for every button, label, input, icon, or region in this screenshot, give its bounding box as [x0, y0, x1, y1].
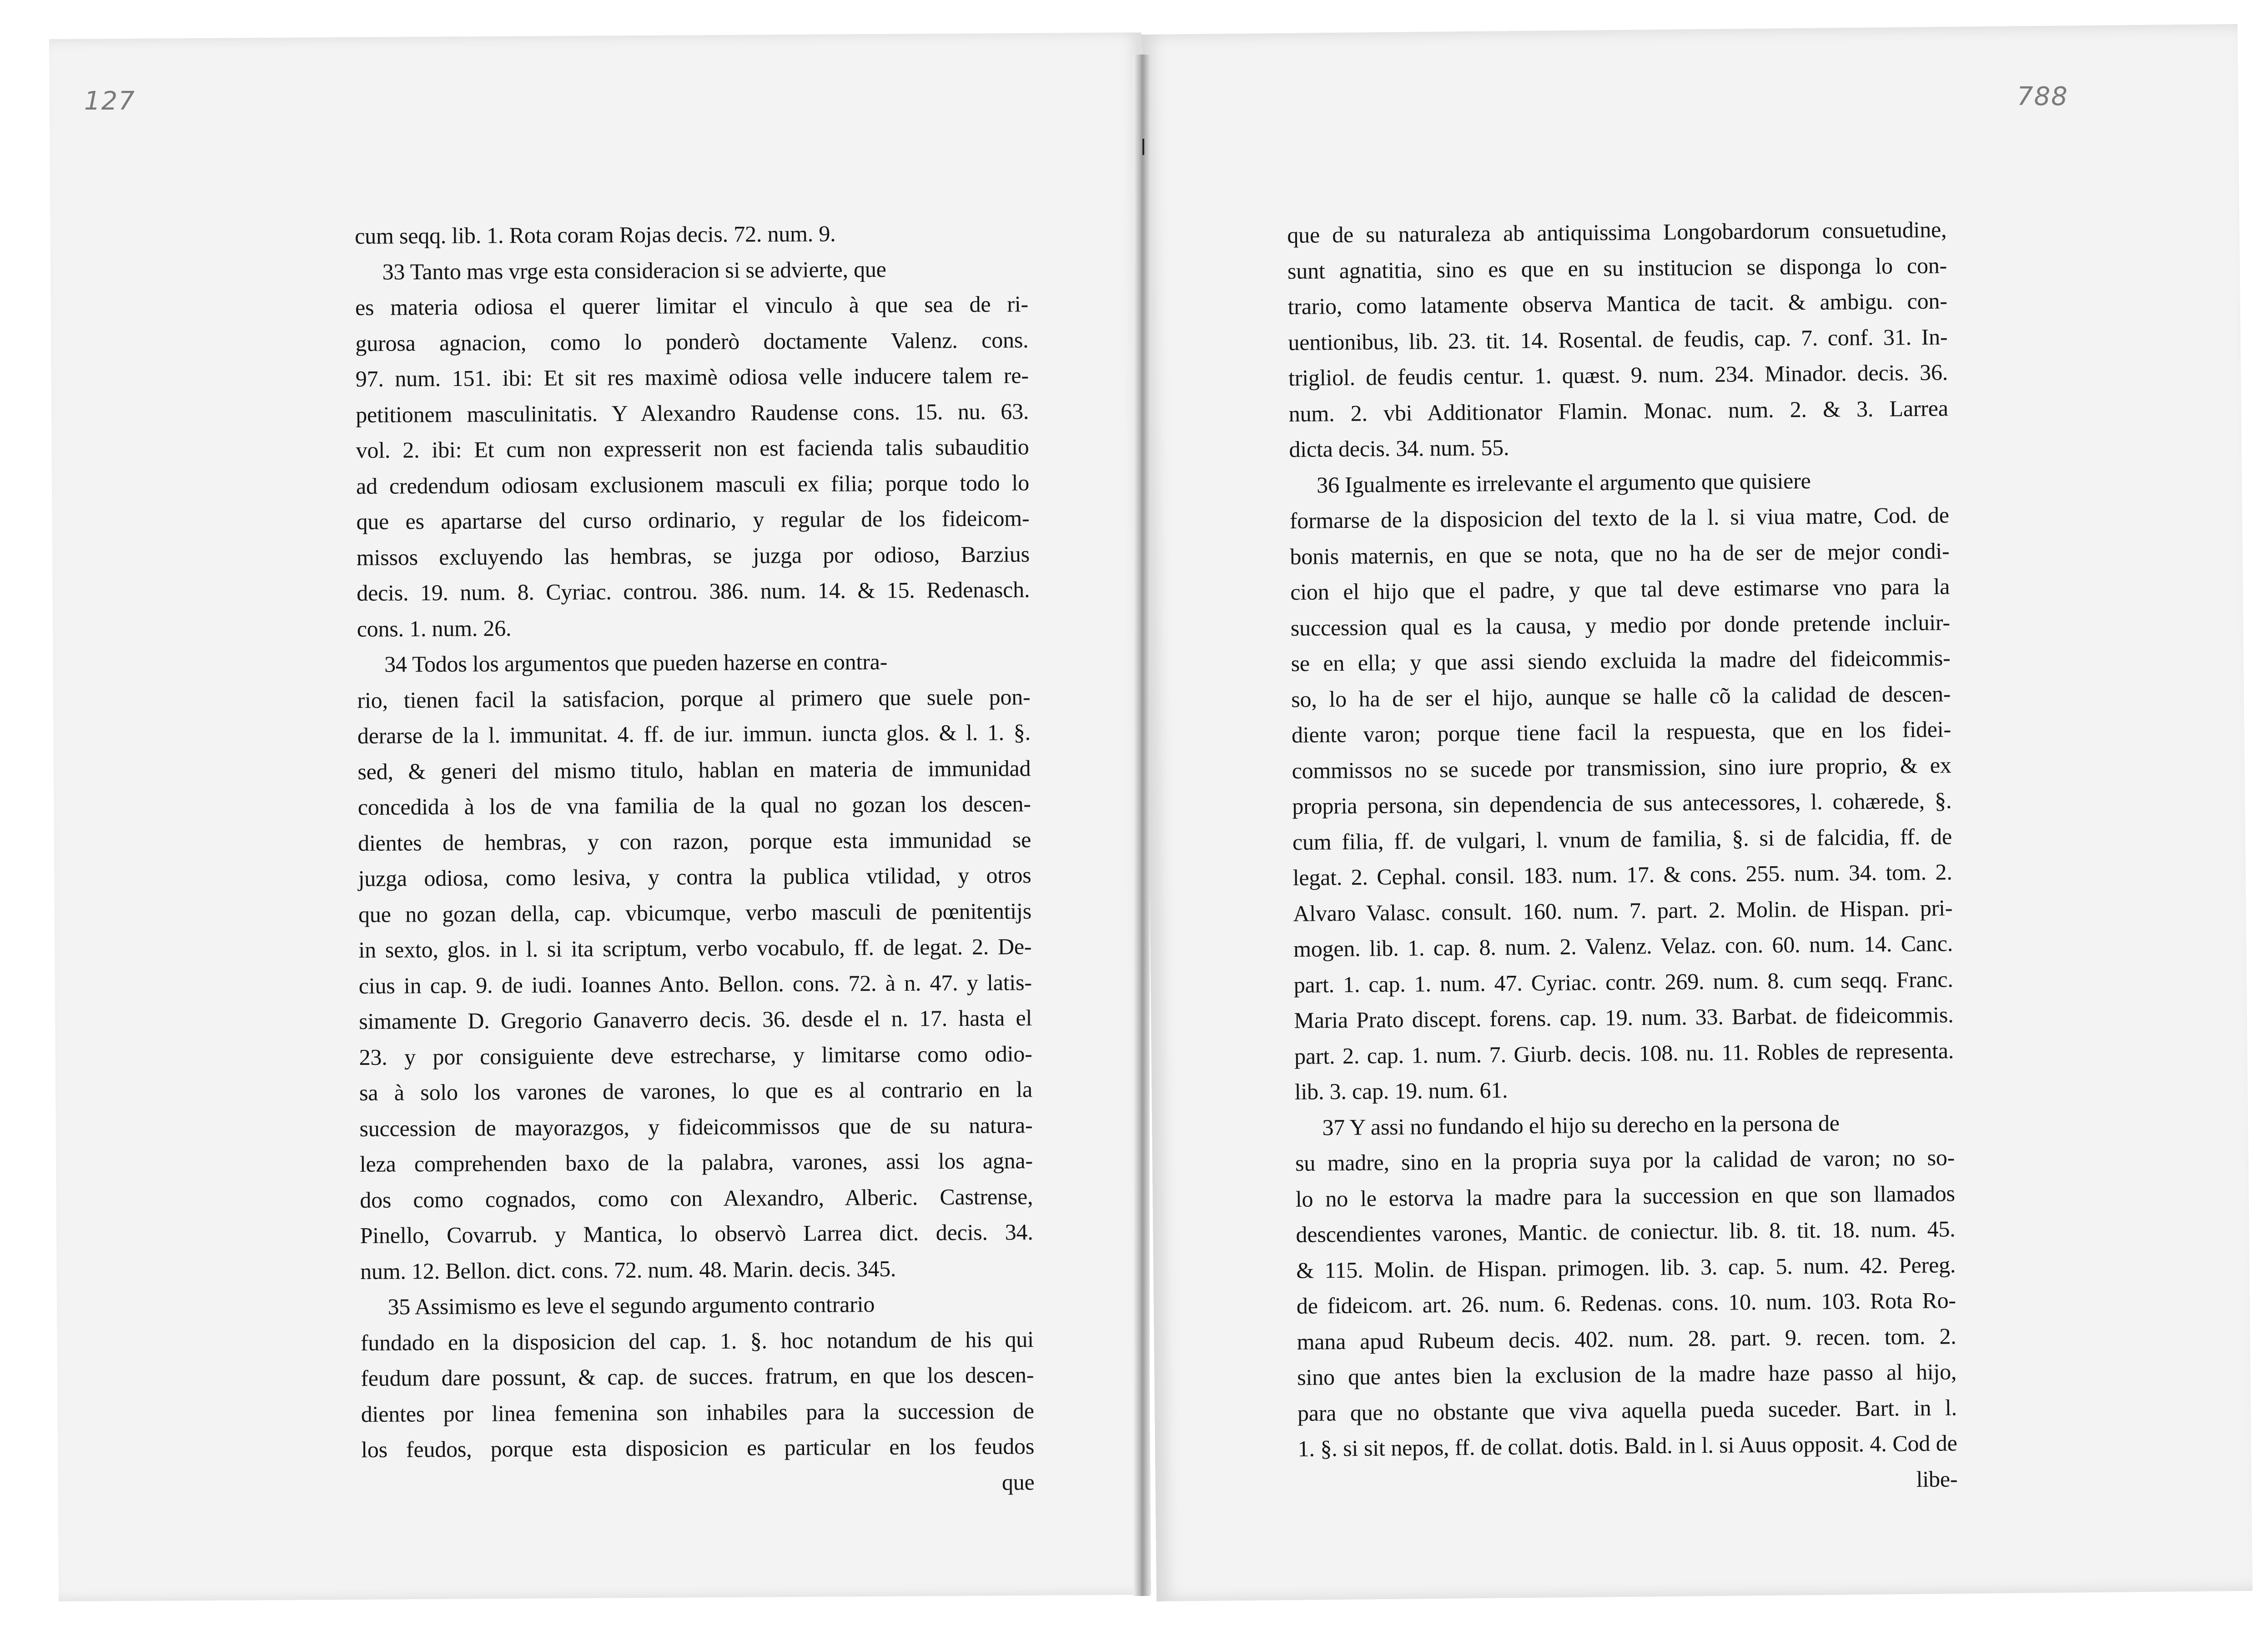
- text-line: cum filia, ff. de vulgari, l. vnum de familia, §. si de falcidia, ff. de: [1292, 823, 1952, 855]
- text-line: cius in cap. 9. de iudi. Ioannes Anto. Bellon. cons. 72. à n. 47. y latis-: [358, 969, 1032, 999]
- text-line: Pinello, Covarrub. y Mantica, lo observò Larrea dict. decis. 34.: [360, 1219, 1033, 1248]
- text-line: lo no le estorva la madre para la succession en que son llamados: [1295, 1180, 1956, 1212]
- text-line: decis. 19. num. 8. Cyriac. controu. 386. num. 14. & 15. Redenasch.: [357, 577, 1030, 606]
- text-line: sino que antes bien la exclusion de la madre haze passo al hijo,: [1297, 1359, 1957, 1390]
- text-line: que de su naturaleza ab antiquissima Longobardorum consuetudine,: [1287, 216, 1947, 248]
- text-line: mogen. lib. 1. cap. 8. num. 2. Valenz. Velaz. con. 60. num. 14. Canc.: [1293, 930, 1953, 962]
- text-line: Alvaro Valasc. consult. 160. num. 7. part. 2. Molin. de Hispan. pri-: [1293, 894, 1953, 926]
- text-line: feudum dare possunt, & cap. de succes. fratrum, en que los descen-: [361, 1362, 1034, 1391]
- text-line: propria persona, sin dependencia de sus antecessores, l. cohærede, §.: [1292, 788, 1952, 819]
- text-line: ad credendum odiosam exclusionem masculi ex filia; porque todo lo: [356, 469, 1030, 499]
- text-line: dientes por linea femenina son inhabiles para la succession de: [361, 1397, 1034, 1427]
- left-folio-number: 127: [84, 86, 136, 116]
- text-line: legat. 2. Cephal. consil. 183. num. 17. & cons. 255. num. 34. tom. 2.: [1292, 859, 1952, 890]
- text-line: cons. 1. num. 26.: [357, 615, 512, 642]
- text-line: derarse de la l. immunitat. 4. ff. de iur. immun. iuncta glos. & l. 1. §.: [357, 719, 1031, 748]
- text-line: dos como cognados, como con Alexandro, Alberic. Castrense,: [360, 1183, 1033, 1213]
- text-line: Maria Prato discept. forens. cap. 19. num. 33. Barbat. de fideicommis.: [1294, 1002, 1954, 1033]
- text-line: que es apartarse del curso ordinario, y regular de los fideicom-: [356, 505, 1030, 534]
- text-line: que no gozan della, cap. vbicumque, verbo masculi de pœnitentijs: [358, 898, 1032, 927]
- text-line: gurosa agnacion, como lo ponderò doctamente Valenz. cons.: [355, 326, 1029, 356]
- text-line: missos excluyendo las hembras, se juzga por odioso, Barzius: [356, 541, 1030, 570]
- text-line: lib. 3. cap. 19. num. 61.: [1294, 1077, 1508, 1104]
- text-line: num. 12. Bellon. dict. cons. 72. num. 48. Marin. decis. 345.: [360, 1255, 896, 1284]
- text-line: es materia odiosa el querer limitar el vinculo à que sea de ri-: [355, 291, 1029, 320]
- text-line: succession de mayorazgos, y fideicommissos que de su natura-: [359, 1112, 1033, 1141]
- text-line: para que no obstante que viva aquella pueda suceder. Bart. in l.: [1297, 1394, 1957, 1426]
- text-line: part. 2. cap. 1. num. 7. Giurb. decis. 108. nu. 11. Robles de representa.: [1294, 1037, 1954, 1069]
- text-line: de fideicom. art. 26. num. 6. Redenas. cons. 10. num. 103. Rota Ro-: [1296, 1287, 1956, 1319]
- text-line: so, lo ha de ser el hijo, aunque se halle cõ la calidad de descen-: [1291, 680, 1951, 712]
- text-line: sed, & generi del mismo titulo, hablan en materia de immunidad: [357, 755, 1031, 784]
- text-line: vol. 2. ibi: Et cum non expresserit non est facienda talis subauditio: [356, 434, 1029, 463]
- book-spine: [1133, 55, 1150, 1596]
- text-line: & 115. Molin. de Hispan. primogen. lib. 3. cap. 5. num. 42. Pereg.: [1296, 1251, 1956, 1283]
- text-line: sa à solo los varones de varones, lo que es al contrario en la: [359, 1076, 1033, 1105]
- text-line: uentionibus, lib. 23. tit. 14. Rosental. de feudis, cap. 7. conf. 31. In-: [1288, 323, 1948, 355]
- text-line: petitionem masculinitatis. Y Alexandro Raudense cons. 15. nu. 63.: [356, 398, 1029, 427]
- text-line: leza comprehenden baxo de la palabra, varones, assi los agna-: [359, 1148, 1033, 1177]
- text-line: trario, como latamente observa Mantica de tacit. & ambigu. con-: [1287, 288, 1947, 319]
- text-line: succession qual es la causa, y medio por donde pretende incluir-: [1290, 609, 1951, 641]
- text-line: rio, tienen facil la satisfacion, porque al primero que suele pon-: [357, 683, 1031, 713]
- text-line: simamente D. Gregorio Ganaverro decis. 36. desde el n. 17. hasta el: [359, 1005, 1032, 1034]
- text-line: 37 Y assi no fundando el hijo su derecho en la persona de: [1322, 1109, 1840, 1140]
- text-line: 33 Tanto mas vrge esta consideracion si se advierte, que: [382, 256, 886, 285]
- text-line: los feudos, porque esta disposicion es particular en los feudos: [361, 1433, 1035, 1462]
- text-line: que: [1001, 1469, 1035, 1495]
- text-line: cum seqq. lib. 1. Rota coram Rojas decis. 72. num. 9.: [355, 221, 836, 249]
- text-line: dicta decis. 34. num. 55.: [1289, 434, 1509, 462]
- text-line: 1. §. si sit nepos, ff. de collat. dotis. Bald. in l. si Auus opposit. 4. Cod de: [1297, 1430, 1957, 1461]
- right-folio-number: 788: [2017, 82, 2068, 111]
- text-line: dientes de hembras, y con razon, porque esta immunidad se: [358, 826, 1031, 856]
- right-text-column: [1287, 211, 1958, 1502]
- text-line: num. 2. vbi Additionator Flamin. Monac. num. 2. & 3. Larrea: [1288, 395, 1948, 427]
- text-line: 35 Assimismo es leve el segundo argumento contrario: [387, 1291, 875, 1320]
- text-line: 36 Igualmente es irrelevante el argumento que quisiere: [1316, 467, 1811, 497]
- text-line: fundado en la disposicion del cap. 1. §. hoc notandum de his qui: [360, 1326, 1034, 1355]
- text-line: su madre, sino en la propria suya por la calidad de varon; no so-: [1295, 1144, 1955, 1176]
- text-line: se en ella; y que assi siendo excluida la madre del fideicommis-: [1291, 645, 1951, 676]
- text-line: 34 Todos los argumentos que pueden hazerse en contra-: [384, 648, 888, 677]
- text-line: concedida à los de vna familia de la qual no gozan los descen-: [357, 791, 1031, 820]
- text-line: mana apud Rubeum decis. 402. num. 28. part. 9. recen. tom. 2.: [1297, 1323, 1956, 1355]
- text-line: cion el hijo que el padre, y que tal deve estimarse vno para la: [1290, 573, 1950, 605]
- text-line: in sexto, glos. in l. si ita scriptum, verbo vocabulo, ff. de legat. 2. De-: [358, 933, 1032, 963]
- text-line: trigliol. de feudis centur. 1. quæst. 9. num. 234. Minador. decis. 36.: [1288, 359, 1948, 391]
- text-line: juzga odiosa, como lesiva, y contra la publica vtilidad, y otros: [358, 862, 1031, 891]
- text-line: sunt agnatitia, sino es que en su institucion se disponga lo con-: [1287, 252, 1947, 284]
- text-line: part. 1. cap. 1. num. 47. Cyriac. contr. 269. num. 8. cum seqq. Franc.: [1293, 966, 1953, 998]
- text-line: 23. y por consiguiente deve estrecharse, y limitarse como odio-: [359, 1040, 1032, 1070]
- text-line: commissos no se sucede por transmission, sino iure proprio, & ex: [1292, 752, 1951, 783]
- spine-mark: [1142, 139, 1144, 155]
- text-line: descendientes varones, Mantic. de coniectur. lib. 8. tit. 18. num. 45.: [1296, 1216, 1956, 1247]
- left-text-column: [355, 215, 1035, 1503]
- text-line: libe-: [1916, 1465, 1958, 1492]
- text-line: formarse de la disposicion del texto de la l. si viua matre, Cod. de: [1289, 502, 1950, 533]
- text-line: 97. num. 151. ibi: Et sit res maximè odiosa velle inducere talem re-: [355, 362, 1029, 391]
- text-line: diente varon; porque tiene facil la respuesta, que en los fidei-: [1291, 716, 1951, 748]
- text-line: bonis maternis, en que se nota, que no ha de ser de mejor condi-: [1290, 537, 1950, 569]
